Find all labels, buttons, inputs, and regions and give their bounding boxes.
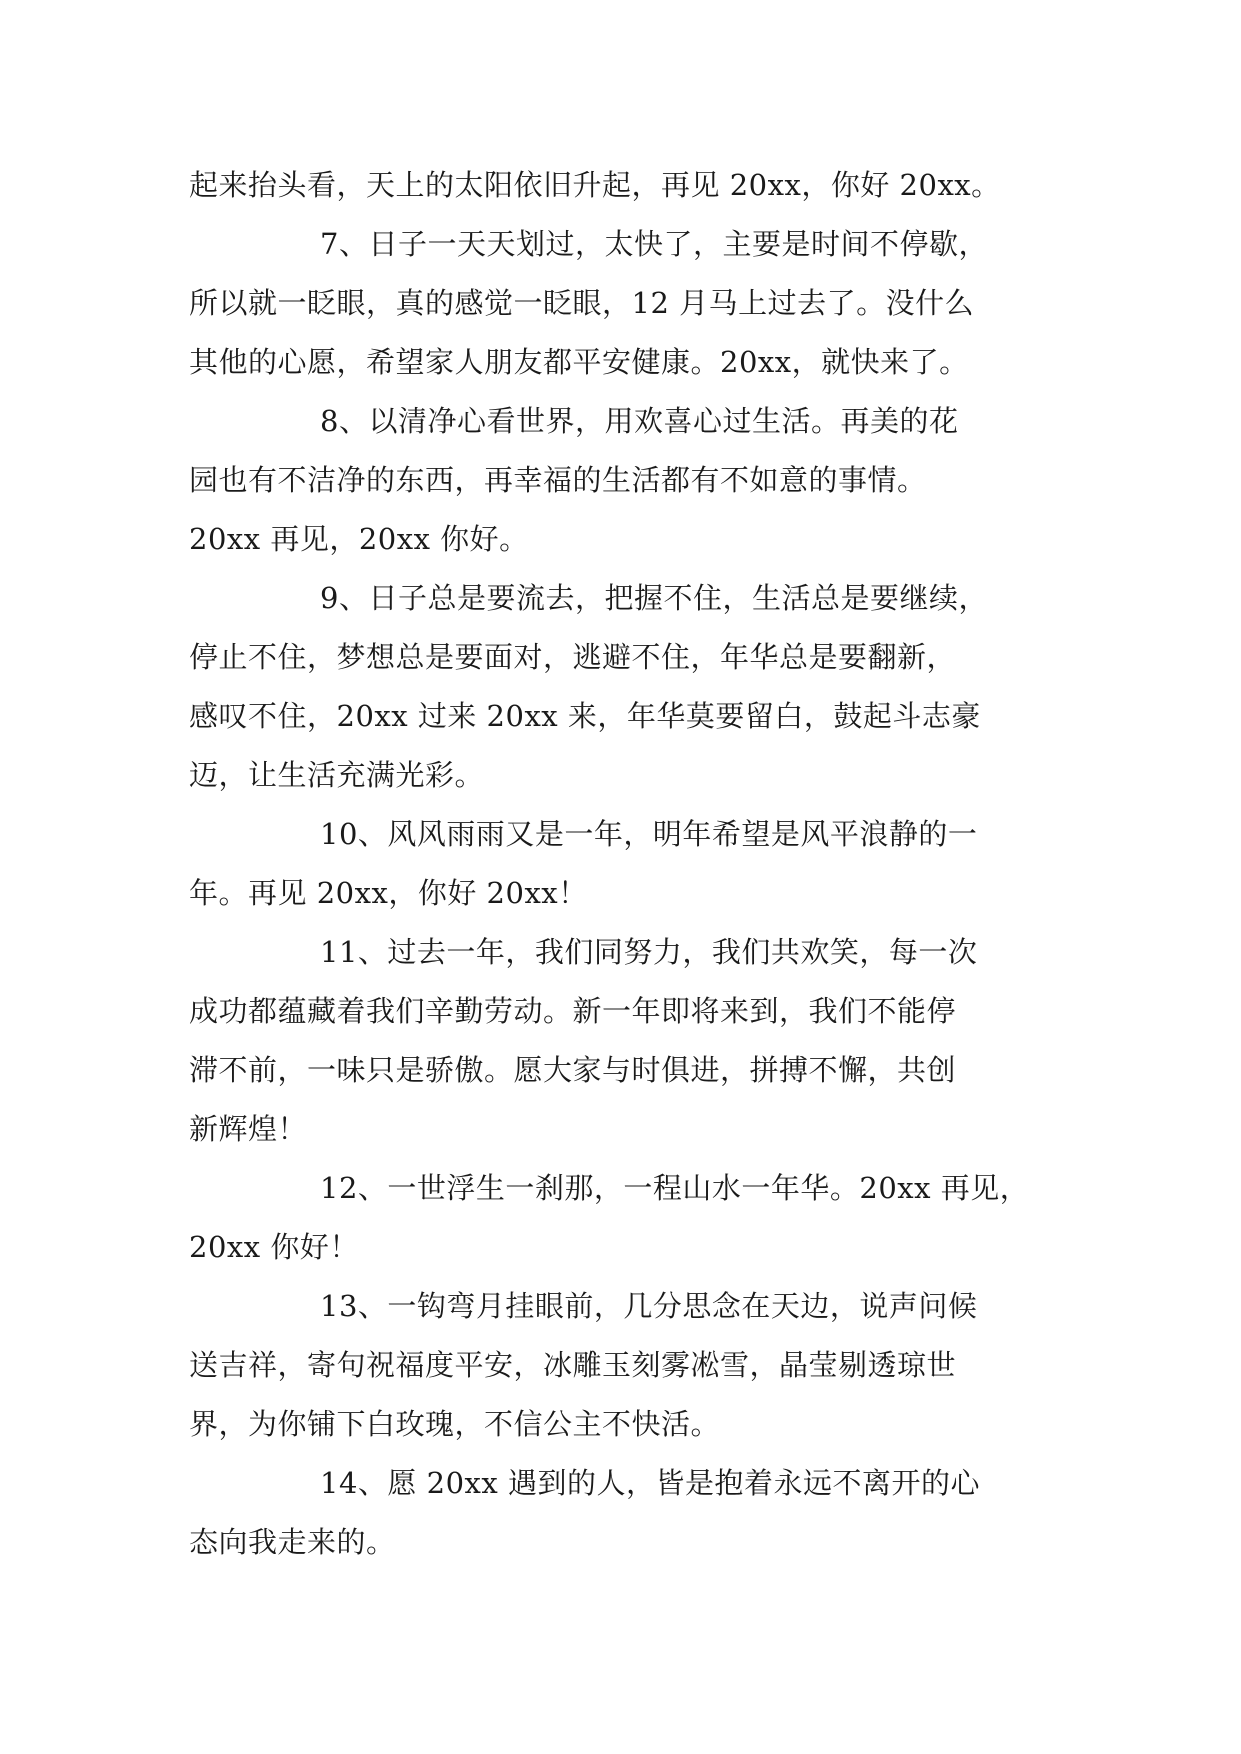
paragraph-7-start: 7、日子一天天划过，太快了，主要是时间不停歇， [320,227,988,261]
text-line: 所以就一眨眼，真的感觉一眨眼，12 月马上过去了。没什么 [189,286,975,320]
text-line: 20xx 你好！ [189,1230,359,1264]
text-line: 态向我走来的。 [189,1525,396,1559]
text-line: 送吉祥，寄句祝福度平安，冰雕玉刻雾凇雪，晶莹剔透琼世 [189,1348,957,1382]
paragraph-8-start: 8、以清净心看世界，用欢喜心过生活。再美的花 [320,404,959,438]
text-line: 滞不前，一味只是骄傲。愿大家与时俱进，拼搏不懈，共创 [189,1053,957,1087]
paragraph-14-start: 14、愿 20xx 遇到的人，皆是抱着永远不离开的心 [320,1466,980,1500]
text-line: 起来抬头看，天上的太阳依旧升起，再见 20xx，你好 20xx。 [189,168,1001,202]
paragraph-11-start: 11、过去一年，我们同努力，我们共欢笑，每一次 [320,935,978,969]
text-line: 迈，让生活充满光彩。 [189,758,485,792]
paragraph-9-start: 9、日子总是要流去，把握不住，生活总是要继续， [320,581,988,615]
text-line: 年。再见 20xx，你好 20xx！ [189,876,588,910]
paragraph-12-start: 12、一世浮生一刹那，一程山水一年华。20xx 再见， [320,1171,1030,1205]
text-line: 园也有不洁净的东西，再幸福的生活都有不如意的事情。 [189,463,927,497]
text-line: 界，为你铺下白玫瑰，不信公主不快活。 [189,1407,721,1441]
paragraph-10-start: 10、风风雨雨又是一年，明年希望是风平浪静的一 [320,817,978,851]
text-line: 20xx 再见，20xx 你好。 [189,522,529,556]
text-line: 其他的心愿，希望家人朋友都平安健康。20xx，就快来了。 [189,345,969,379]
paragraph-13-start: 13、一钩弯月挂眼前，几分思念在天边，说声问候 [320,1289,978,1323]
text-line: 感叹不住，20xx 过来 20xx 来，年华莫要留白，鼓起斗志豪 [189,699,981,733]
text-line: 停止不住，梦想总是要面对，逃避不住，年华总是要翻新， [189,640,957,674]
text-line: 成功都蕴藏着我们辛勤劳动。新一年即将来到，我们不能停 [189,994,957,1028]
text-line: 新辉煌！ [189,1112,308,1146]
